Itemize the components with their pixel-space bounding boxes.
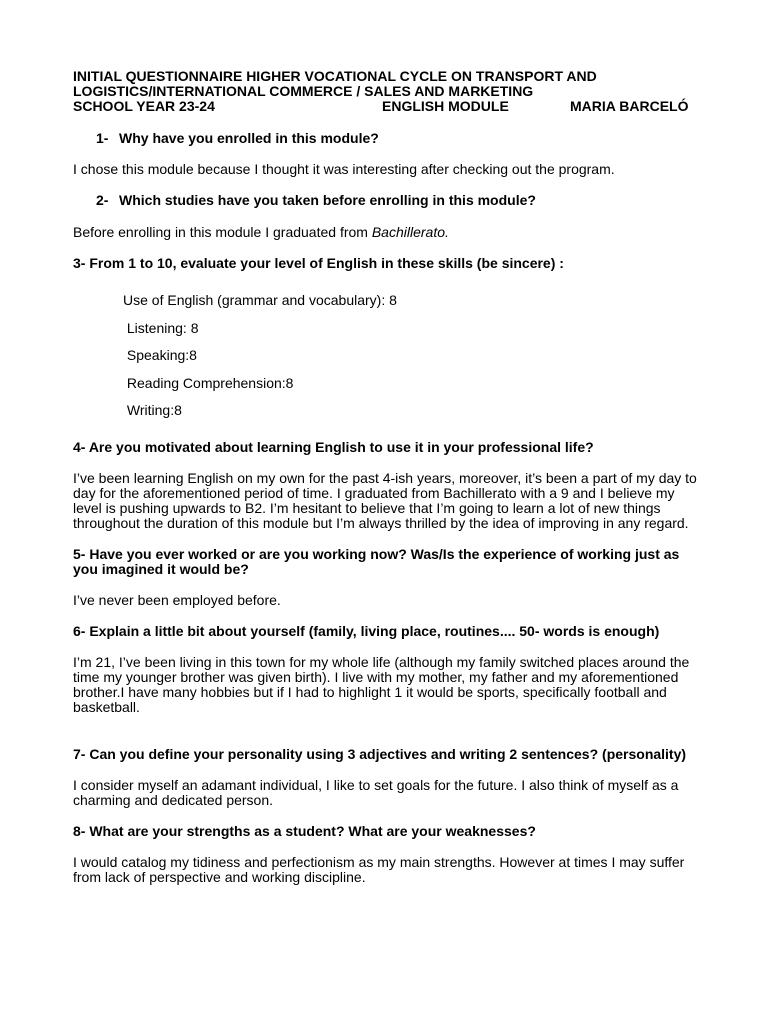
question-5: 5- Have you ever worked or are you working now? Was/Is the experience of working just as you imagined it would be? (73, 545, 680, 577)
skill-item (73, 397, 698, 425)
question-4: 4- Are you motivated about learning English to use it in your professional life? (73, 438, 594, 455)
question-1-text: Why have you enrolled in this module? (119, 130, 379, 146)
answer-1: I chose this module because I thought it was interesting after checking out the program. (73, 161, 615, 177)
question-2-text: Which studies have you taken before enrolling in this module? (119, 192, 536, 208)
header-title-line-2: LOGISTICS/INTERNATIONAL COMMERCE / SALES AND MARKETING (73, 83, 534, 99)
author-name: MARIA BARCELÓ (570, 98, 689, 114)
skill-label: Listening: 8 (123, 319, 199, 336)
answer-4: I’ve been learning English on my own for the past 4-ish years, moreover, it’s been a part of my day to day for the aforementioned period of time. I graduated from Bachillerato with a 9 and I believe my level is pushing upwards to B2. I’m hesitant to believe that I’m going to learn a lot of new things throughout the duration of this module but I’m always thrilled by the idea of improving in any regard. (73, 469, 697, 531)
skill-item (73, 370, 698, 398)
answer-8: I would catalog my tidiness and perfectionism as my main strengths. However at times I may suffer from lack of perspective and working discipline. (73, 853, 685, 885)
header-meta-row (73, 99, 698, 114)
question-8: 8- What are your strengths as a student? What are your weaknesses? (73, 822, 536, 839)
skills-list (73, 287, 698, 425)
question-2-number: 2- (96, 192, 109, 208)
skill-label: Writing:8 (123, 402, 182, 419)
answer-6: I’m 21, I’ve been living in this town for my whole life (although my family switched places around the time my younger brother was given birth). I live with my mother, my father and my aforementioned brother.I have many hobbies but if I had to highlight 1 it would be sports, specifically football and basketball. (73, 653, 690, 715)
skill-label: Reading Comprehension:8 (123, 374, 294, 391)
header-title-line-1: INITIAL QUESTIONNAIRE HIGHER VOCATIONAL CYCLE ON TRANSPORT AND (73, 68, 597, 84)
question-7: 7- Can you define your personality using 3 adjectives and writing 2 sentences? (personality) (73, 745, 687, 762)
document-page (73, 69, 698, 885)
question-2 (73, 193, 698, 208)
module-name: ENGLISH MODULE (382, 98, 509, 114)
question-1 (73, 131, 698, 146)
answer-2 (73, 225, 698, 240)
question-1-number: 1- (96, 130, 109, 146)
skill-item (73, 342, 698, 370)
answer-5: I’ve never been employed before. (73, 591, 281, 608)
skill-label: Use of English (grammar and vocabulary): 8 (123, 292, 397, 309)
question-3: 3- From 1 to 10, evaluate your level of English in these skills (be sincere) : (73, 255, 564, 271)
question-6: 6- Explain a little bit about yourself (family, living place, routines.... 50- words is enough) (73, 622, 660, 639)
skill-item (73, 315, 698, 343)
answer-7: I consider myself an adamant individual, I like to set goals for the future. I also think of myself as a charming and dedicated person. (73, 776, 679, 808)
answer-2-text: Before enrolling in this module I graduated from (73, 224, 372, 240)
skill-item (73, 287, 698, 315)
answer-2-emphasis: Bachillerato. (371, 224, 449, 240)
school-year: SCHOOL YEAR 23-24 (73, 98, 215, 114)
document-header (73, 69, 698, 114)
skill-label: Speaking:8 (123, 347, 197, 364)
